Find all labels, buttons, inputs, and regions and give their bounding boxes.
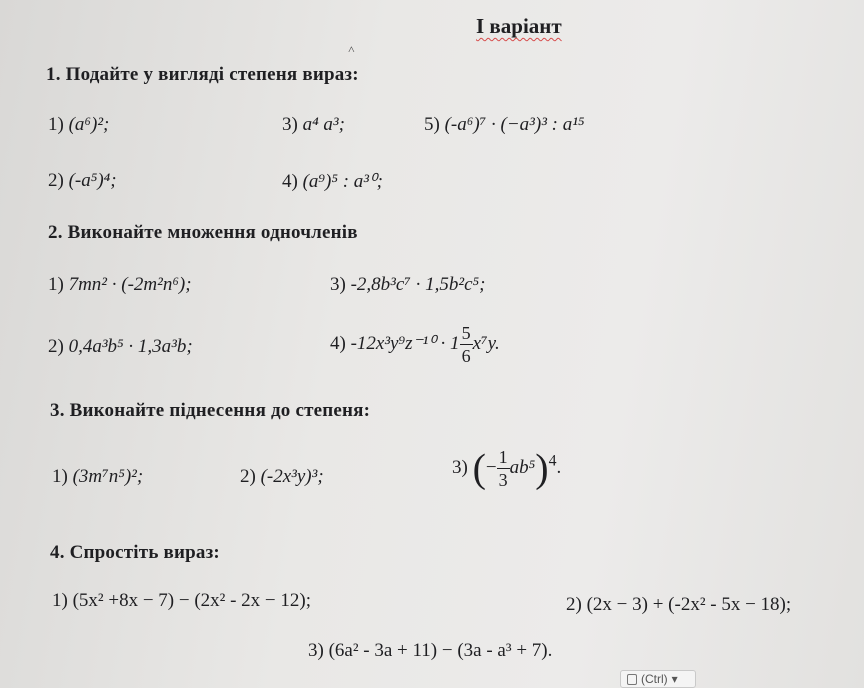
end-punctuation: .: [556, 456, 562, 478]
task-2-2: [48, 336, 193, 358]
item-label: 3): [282, 114, 298, 135]
item-expression: (a⁶)²;: [68, 114, 110, 135]
item-expression: (5x² +8x − 7) − (2x² - 2x − 12);: [72, 590, 311, 611]
task-1-4: [282, 170, 383, 193]
item-label: 2): [566, 594, 582, 615]
item-label: 4): [330, 332, 346, 354]
page-title: I варіант: [476, 14, 562, 38]
item-label: 3): [330, 274, 346, 295]
item-expression: a⁴ a³;: [302, 114, 345, 135]
item-label: 1): [48, 114, 64, 135]
item-label: 1): [48, 274, 64, 295]
task-4-2: [566, 594, 791, 616]
fraction: [497, 448, 510, 489]
section-3-heading: 3. Виконайте піднесення до степеня:: [50, 400, 371, 421]
item-label: 5): [424, 114, 440, 135]
minus-sign: −: [485, 456, 497, 478]
item-expression: (3m⁷n⁵)²;: [72, 466, 144, 487]
task-2-1: [48, 274, 192, 296]
task-1-3: [282, 114, 345, 136]
item-expression: 7mn² · (-2m²n⁶);: [68, 274, 192, 295]
item-label: 4): [282, 171, 298, 192]
paste-options-label: (Ctrl): [641, 672, 668, 686]
item-expression-start: -12x³y⁹z⁻¹⁰ · 1: [350, 332, 460, 354]
item-label: 2): [48, 336, 64, 357]
fraction-numerator: 5: [461, 323, 471, 343]
task-1-5: [424, 114, 585, 136]
task-1-2: [48, 170, 117, 192]
item-expression: 0,4a³b⁵ · 1,3a³b;: [68, 336, 193, 357]
item-expression: (2x − 3) + (-2x² - 5x − 18);: [586, 594, 792, 615]
task-2-3: [330, 274, 485, 296]
item-label: 3): [308, 640, 324, 661]
item-label: 2): [48, 170, 64, 191]
item-expression: (-a⁵)⁴;: [68, 170, 117, 191]
item-expression-end: x⁷y.: [472, 332, 500, 354]
item-expression: (-2x³y)³;: [260, 466, 324, 487]
inner-expression: ab⁵: [509, 456, 536, 478]
paste-options-button[interactable]: [620, 670, 696, 688]
task-3-1: [52, 466, 143, 488]
fraction-denominator: 3: [498, 470, 508, 490]
left-paren: (: [472, 445, 486, 491]
task-3-3: [452, 445, 562, 491]
section-2-heading: 2. Виконайте множення одночленів: [48, 222, 358, 243]
task-2-4: [330, 324, 500, 365]
task-3-2: [240, 466, 324, 488]
fraction-denominator: 6: [461, 346, 471, 366]
task-4-3: [308, 640, 552, 662]
item-expression: (a⁹)⁵ : a³⁰;: [302, 171, 383, 192]
heading-text: 4. Спростіть вираз:: [50, 542, 220, 563]
mixed-fraction: [460, 324, 473, 365]
power: 4: [548, 452, 557, 470]
section-1-heading: 1. Подайте у вигляді степеня вираз:: [46, 64, 359, 85]
item-expression: -2,8b³c⁷ · 1,5b²c⁵;: [350, 274, 486, 295]
fraction-numerator: 1: [498, 447, 508, 467]
chevron-down-icon: ▾: [671, 672, 678, 686]
item-label: 2): [240, 466, 256, 487]
task-4-1: [52, 590, 311, 612]
item-expression: (6a² - 3a + 11) − (3a - a³ + 7).: [328, 640, 553, 661]
item-expression: (-a⁶)⁷ · (−a³)³ : a¹⁵: [444, 114, 585, 135]
task-1-1: [48, 114, 109, 136]
clipboard-icon: [627, 674, 637, 685]
cursor-mark: ˄: [348, 42, 355, 56]
section-4-heading: [50, 542, 220, 564]
item-label: 1): [52, 466, 68, 487]
right-paren: ): [535, 445, 549, 491]
item-label: 3): [452, 456, 468, 478]
item-label: 1): [52, 590, 68, 611]
